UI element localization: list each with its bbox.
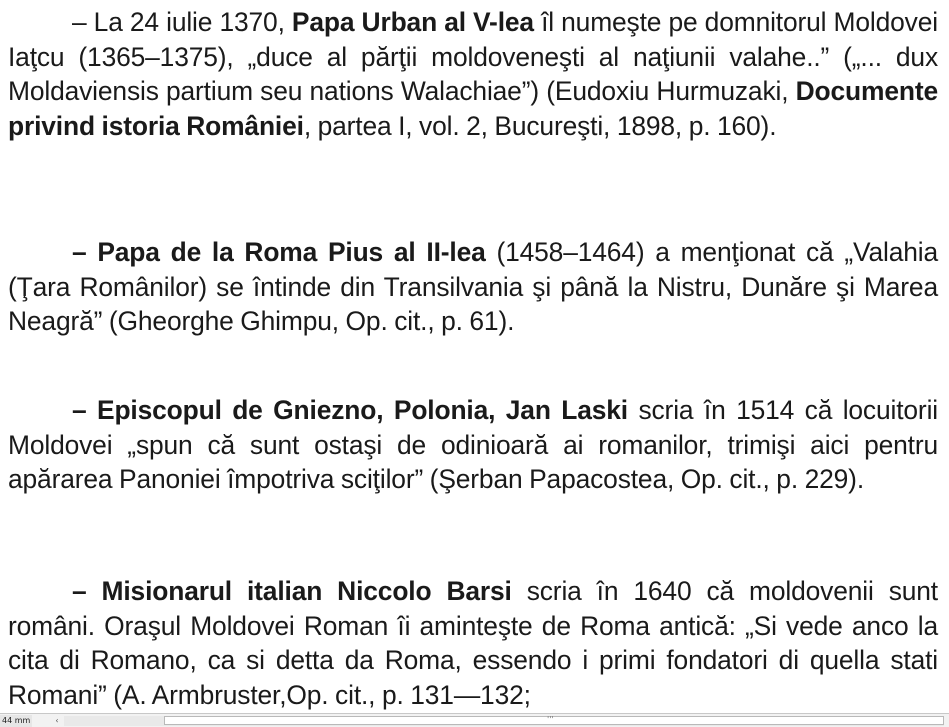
scrollbar-grip-icon: ''' [547, 715, 554, 724]
paragraph-urban-v [8, 5, 938, 143]
paragraph-pius-ii [8, 235, 938, 339]
text-segment: scria în 1640 că moldovenii sunt români. Oraşul Moldovei Roman îi aminteşte de Roma antică: „Si vede anco la cita di Romano, ca si detta da Roma, essendo i primi fondatori di quella stati Romani” (A. Armbruster,Op. cit., p. 131—132; [8, 576, 938, 710]
text-segment: scria în 1514 că locuitorii Moldovei „spun că sunt ostaşi de odinioară ai romanilor, trimişi aici pentru apărarea Panoniei împotriva sciţilor” (Şerban Papacostea, Op. cit., p. 229). [8, 395, 938, 494]
paragraph-jan-laski [8, 393, 938, 497]
text-segment: , partea I, vol. 2, Bucureşti, 1898, p. 160). [303, 110, 777, 141]
bold-segment: Documente privind istoria României [8, 76, 938, 141]
horizontal-scrollbar[interactable] [64, 716, 944, 726]
text-segment: (1458–1464) a menţionat că „Valahia (Ţara Românilor) se întinde din Transilvania şi până la Nistru, Dunăre şi Marea Neagră” (Gheorghe Ghimpu, Op. cit., p. 61). [8, 237, 938, 336]
bold-segment: Papa Urban al V-lea [291, 7, 534, 37]
scrollbar-thumb[interactable] [164, 716, 944, 725]
scroll-left-icon[interactable]: ‹ [55, 716, 59, 725]
bold-segment: – Papa de la Roma Pius al II-lea [72, 237, 486, 267]
bold-segment: – Misionarul italian Niccolo Barsi [72, 576, 512, 606]
text-segment: îl numeşte pe domnitorul Moldovei Iaţcu (1365–1375), „duce al părţii moldoveneşti al naţiunii valahe..” („... dux Moldaviensis partium seu nations Walachiae”) (Eudoxiu Hurmuzaki, [8, 7, 938, 106]
zoom-indicator[interactable]: 44 mm [2, 716, 31, 725]
status-bar [0, 713, 949, 727]
paragraph-niccolo-barsi [8, 574, 938, 712]
text-segment: – La 24 iulie 1370, [72, 7, 292, 37]
bold-segment: – Episcopul de Gniezno, Polonia, Jan Laski [72, 395, 628, 425]
